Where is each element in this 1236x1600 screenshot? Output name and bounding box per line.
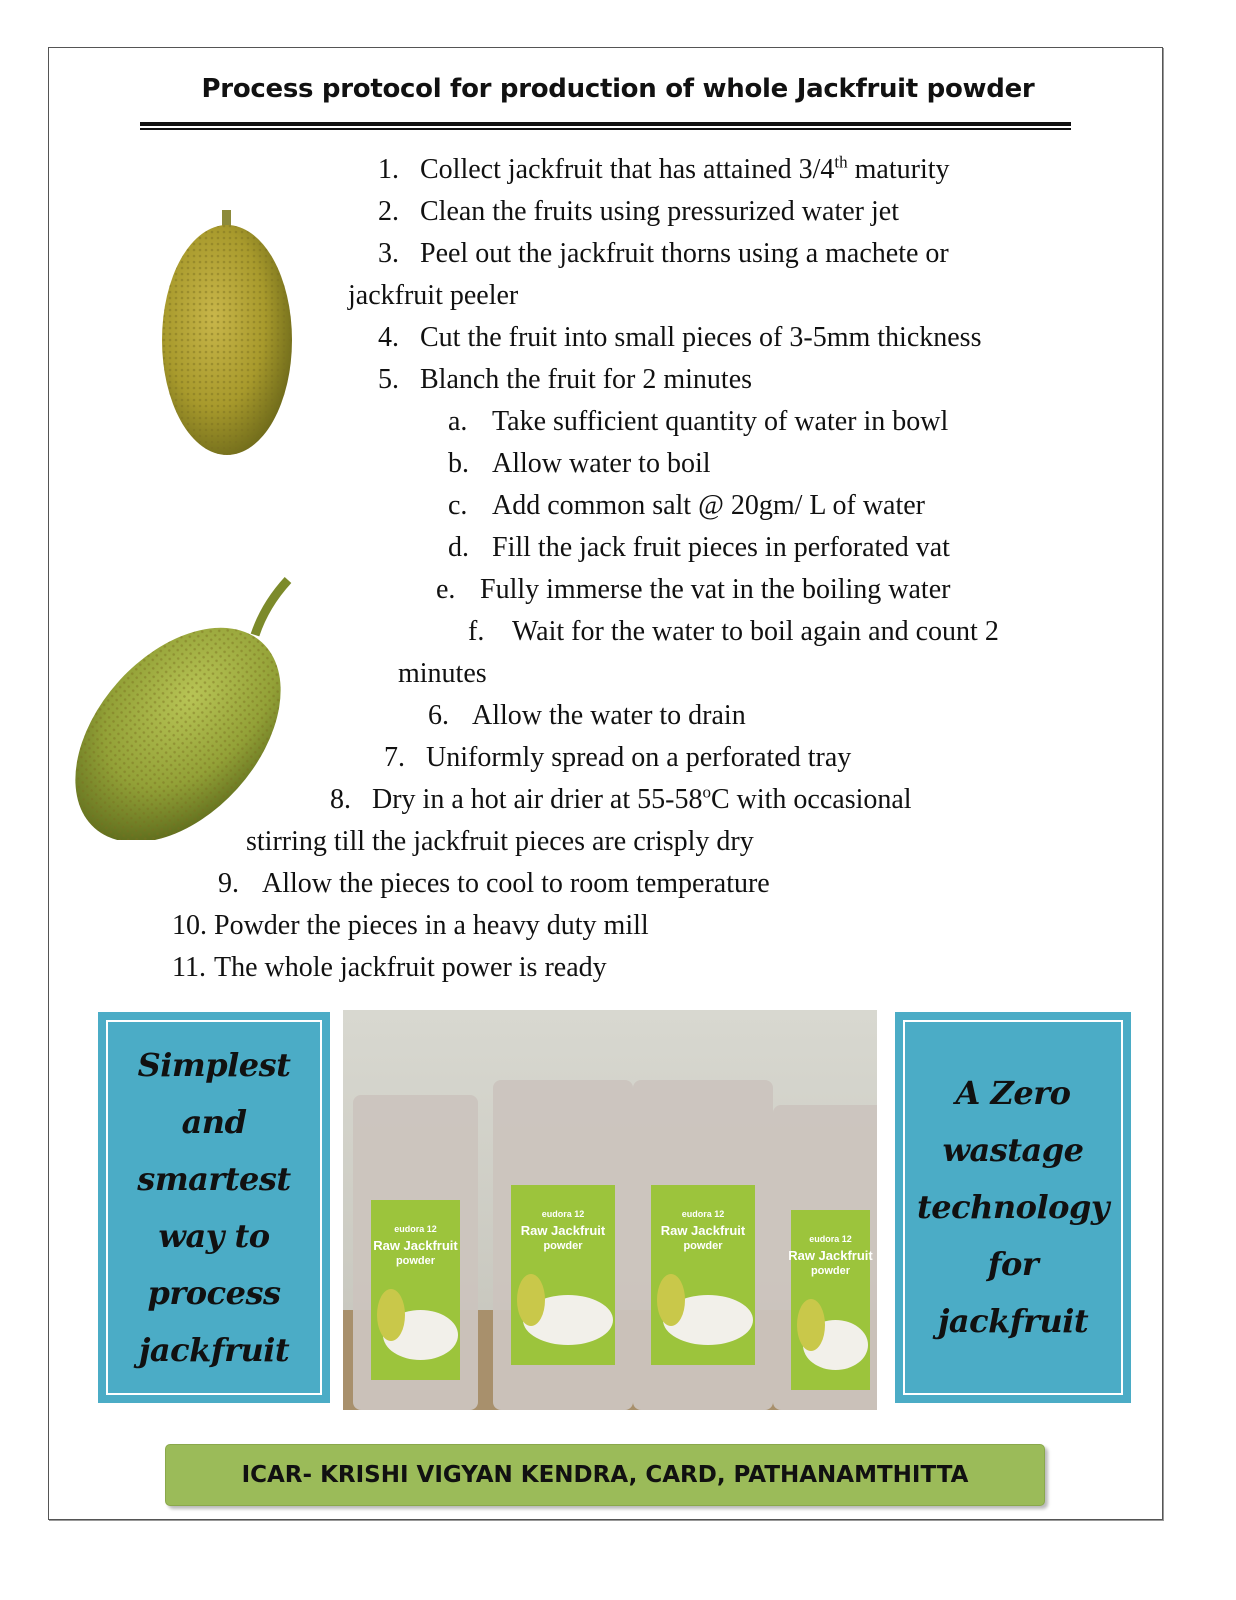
step-text [262, 867, 770, 901]
step-number: e. [436, 574, 456, 605]
step-text [420, 195, 899, 229]
step-text [420, 363, 752, 397]
step-number: 3. [378, 238, 399, 269]
tagline-line: process [147, 1273, 281, 1312]
brand-text: eudora 12 [809, 1234, 852, 1244]
step-number: 8. [330, 784, 351, 815]
step-text-main: Clean the fruits using pressurized water jet [420, 196, 899, 227]
tagline-line: and [181, 1102, 247, 1141]
step-number: 6. [428, 700, 449, 731]
step-text [492, 531, 950, 565]
step-text [420, 153, 950, 187]
step-text [492, 489, 925, 523]
superscript: th [834, 152, 848, 172]
step-number: 11. [172, 952, 206, 983]
step-text-end: C with occasional [710, 784, 912, 815]
step-number: 5. [378, 364, 399, 395]
step-number: 2. [378, 196, 399, 227]
tagline-line: jackfruit [138, 1330, 290, 1369]
product-name-2: powder [683, 1240, 723, 1252]
step-text-main: Add common salt @ 20gm/ L of water [492, 490, 926, 521]
step-number: d. [448, 532, 469, 563]
product-photo [343, 1010, 877, 1410]
step-text [472, 699, 746, 733]
step-number: 7. [384, 742, 405, 773]
step-number: 10. [172, 910, 207, 941]
jackfruit-image-upright [155, 205, 300, 460]
product-name-2: powder [395, 1255, 436, 1267]
step-text [426, 741, 851, 775]
step-text [492, 405, 948, 439]
jackfruit-image-tilted [60, 575, 300, 840]
step-text [420, 237, 949, 271]
step-text-end: maturity [847, 154, 950, 185]
tagline-line: smartest [137, 1159, 291, 1198]
step-text-main: Dry in a hot air drier at 55-58 [372, 784, 703, 815]
tagline-line: way to [158, 1216, 270, 1255]
step-text-main: Allow the water to drain [472, 700, 746, 731]
tagline-line: for [987, 1245, 1039, 1283]
step-text-main: Take sufficient quantity of water in bowl [492, 406, 949, 437]
step-text-main: Uniformly spread on a perforated tray [426, 742, 852, 773]
title-rule-thin [140, 128, 1071, 130]
product-bag [633, 1080, 773, 1410]
product-bag [773, 1105, 877, 1410]
title-rule [140, 122, 1071, 126]
step-text-main: Blanch the fruit for 2 minutes [420, 364, 753, 395]
product-name: Raw Jackfruit [520, 1223, 606, 1238]
step-text-continued: stirring till the jackfruit pieces are crisply dry [246, 826, 754, 857]
step-text-continued: minutes [398, 658, 487, 689]
tagline-line: technology [917, 1188, 1109, 1226]
step-number: b. [448, 448, 469, 479]
step-text-main: Allow water to boil [492, 448, 711, 479]
page-title: Process protocol for production of whole Jackfruit powder [201, 74, 1035, 104]
step-text-main: Cut the fruit into small pieces of 3-5mm thickness [420, 322, 982, 353]
step-text-main: Fill the jack fruit pieces in perforated vat [492, 532, 950, 563]
step-number: f. [468, 616, 485, 647]
product-name: Raw Jackfruit [373, 1238, 458, 1253]
product-bag [353, 1095, 478, 1410]
step-text [372, 783, 912, 817]
step-text [480, 573, 950, 607]
product-bag [493, 1080, 633, 1410]
step-text [214, 909, 649, 943]
step-text-main: Wait for the water to boil again and count 2 [512, 616, 999, 647]
brand-text: eudora 12 [394, 1224, 437, 1234]
step-number: a. [448, 406, 468, 437]
tagline-box-right [895, 1012, 1131, 1403]
step-text-main: Peel out the jackfruit thorns using a machete or [420, 238, 949, 269]
product-name-2: powder [543, 1240, 583, 1252]
step-text [420, 321, 981, 355]
tagline-line: A Zero [955, 1074, 1071, 1112]
step-number: 1. [378, 154, 399, 185]
superscript: o [702, 782, 711, 802]
step-text [214, 951, 607, 985]
tagline-line: Simplest [137, 1045, 291, 1084]
step-text [512, 615, 999, 649]
step-text-main: Fully immerse the vat in the boiling water [480, 574, 951, 605]
step-number: 4. [378, 322, 399, 353]
step-text-continued: jackfruit peeler [348, 280, 519, 311]
step-text-main: Collect jackfruit that has attained 3/4 [420, 154, 835, 185]
step-number: c. [448, 490, 468, 521]
brand-text: eudora 12 [681, 1209, 725, 1219]
brand-text: eudora 12 [541, 1209, 585, 1219]
step-number: 9. [218, 868, 239, 899]
step-text-main: Allow the pieces to cool to room temperature [262, 868, 770, 899]
product-name: Raw Jackfruit [788, 1248, 873, 1263]
tagline-line: wastage [942, 1131, 1084, 1169]
tagline-box-left [98, 1012, 330, 1403]
step-text [492, 447, 711, 481]
step-text-main: The whole jackfruit power is ready [214, 952, 607, 983]
product-name: Raw Jackfruit [660, 1223, 746, 1238]
product-name-2: powder [810, 1265, 851, 1277]
step-text-main: Powder the pieces in a heavy duty mill [214, 910, 649, 941]
tagline-line: jackfruit [937, 1302, 1089, 1340]
footer-banner: ICAR- KRISHI VIGYAN KENDRA, CARD, PATHANAMTHITTA [165, 1444, 1045, 1506]
